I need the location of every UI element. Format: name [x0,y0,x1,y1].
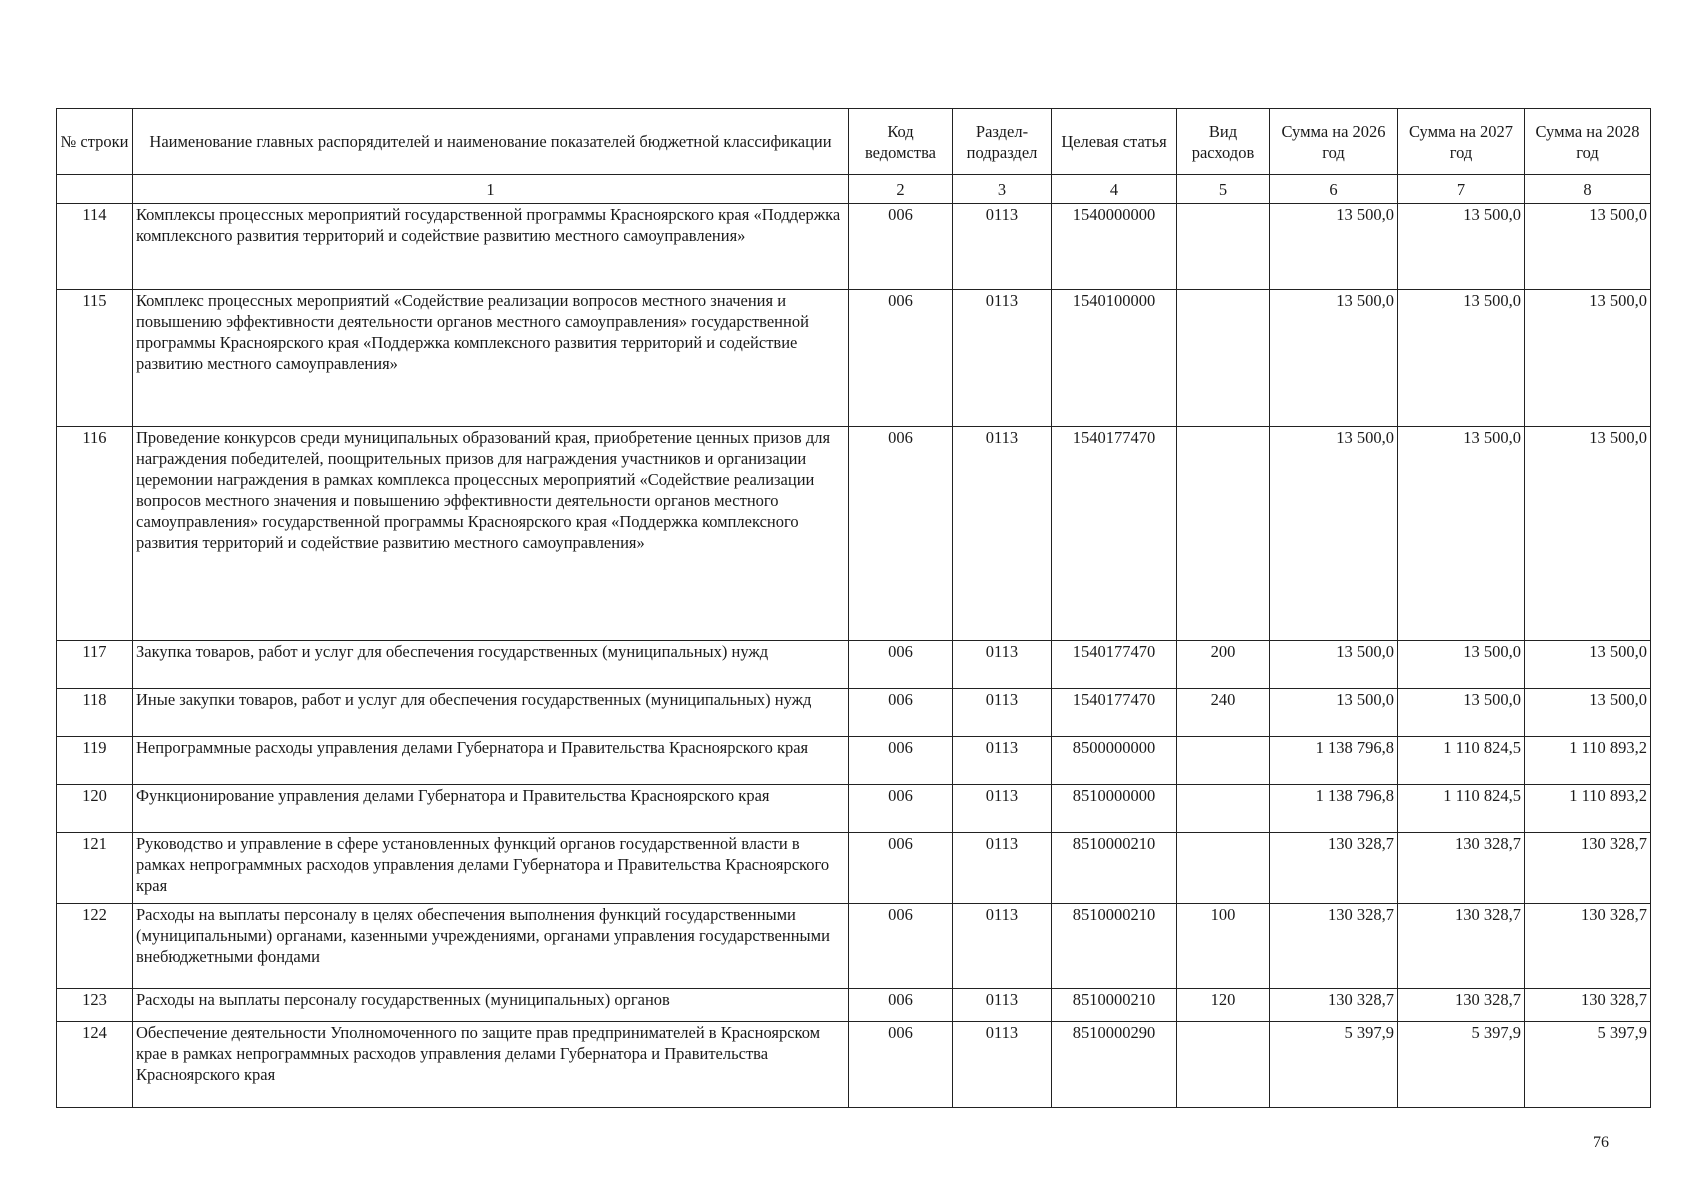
row-expense-kind [1177,427,1270,641]
row-number: 122 [57,904,133,989]
column-number-empty [57,175,133,204]
row-sum-2027: 130 328,7 [1398,904,1525,989]
row-sum-2026: 130 328,7 [1270,904,1398,989]
column-number-row [57,175,1651,204]
row-sum-2026: 13 500,0 [1270,641,1398,689]
header-sum-2026: Сумма на 2026 год [1270,109,1398,175]
row-target-article: 8510000210 [1052,833,1177,904]
table-row [57,1022,1651,1108]
row-section: 0113 [953,689,1052,737]
table-row [57,641,1651,689]
row-sum-2027: 13 500,0 [1398,290,1525,427]
column-number: 7 [1398,175,1525,204]
table-row [57,904,1651,989]
row-section: 0113 [953,641,1052,689]
table-row [57,989,1651,1022]
row-number: 114 [57,204,133,290]
row-dept-code: 006 [849,785,953,833]
row-number: 123 [57,989,133,1022]
row-expense-kind: 100 [1177,904,1270,989]
row-dept-code: 006 [849,904,953,989]
header-expense-kind: Вид расходов [1177,109,1270,175]
row-target-article: 8510000000 [1052,785,1177,833]
row-number: 120 [57,785,133,833]
row-target-article: 1540177470 [1052,689,1177,737]
row-dept-code: 006 [849,641,953,689]
row-section: 0113 [953,427,1052,641]
row-expense-kind [1177,1022,1270,1108]
header-sum-2027: Сумма на 2027 год [1398,109,1525,175]
row-dept-code: 006 [849,204,953,290]
header-name: Наименование главных распорядителей и наименование показателей бюджетной классификации [133,109,849,175]
budget-table [56,108,1651,1108]
column-number: 6 [1270,175,1398,204]
header-row-number: № строки [57,109,133,175]
row-dept-code: 006 [849,833,953,904]
header-section: Раздел-подраздел [953,109,1052,175]
row-sum-2028: 130 328,7 [1525,989,1651,1022]
row-number: 124 [57,1022,133,1108]
row-name: Иные закупки товаров, работ и услуг для обеспечения государственных (муниципальных) нужд [133,689,849,737]
row-section: 0113 [953,290,1052,427]
row-number: 119 [57,737,133,785]
row-section: 0113 [953,1022,1052,1108]
row-sum-2027: 13 500,0 [1398,689,1525,737]
row-sum-2026: 5 397,9 [1270,1022,1398,1108]
row-target-article: 1540177470 [1052,427,1177,641]
row-sum-2027: 5 397,9 [1398,1022,1525,1108]
row-section: 0113 [953,904,1052,989]
row-target-article: 1540000000 [1052,204,1177,290]
column-number: 2 [849,175,953,204]
column-number: 5 [1177,175,1270,204]
table-row [57,204,1651,290]
row-expense-kind [1177,737,1270,785]
row-expense-kind [1177,785,1270,833]
header-dept-code: Код ведомства [849,109,953,175]
row-sum-2028: 13 500,0 [1525,641,1651,689]
row-section: 0113 [953,989,1052,1022]
row-expense-kind [1177,204,1270,290]
row-sum-2028: 13 500,0 [1525,290,1651,427]
row-sum-2026: 13 500,0 [1270,204,1398,290]
row-sum-2027: 130 328,7 [1398,989,1525,1022]
row-number: 116 [57,427,133,641]
row-sum-2026: 130 328,7 [1270,833,1398,904]
column-number: 4 [1052,175,1177,204]
row-sum-2026: 13 500,0 [1270,427,1398,641]
row-name: Закупка товаров, работ и услуг для обеспечения государственных (муниципальных) нужд [133,641,849,689]
row-number: 115 [57,290,133,427]
header-sum-2028: Сумма на 2028 год [1525,109,1651,175]
table-row [57,290,1651,427]
row-sum-2026: 13 500,0 [1270,290,1398,427]
row-sum-2026: 130 328,7 [1270,989,1398,1022]
row-name: Расходы на выплаты персоналу государственных (муниципальных) органов [133,989,849,1022]
row-expense-kind [1177,290,1270,427]
row-target-article: 8510000210 [1052,904,1177,989]
row-dept-code: 006 [849,737,953,785]
row-target-article: 1540100000 [1052,290,1177,427]
row-name: Руководство и управление в сфере установленных функций органов государственной власти в рамках непрограммных расходов управления делами Губернатора и Правительства Красноярского края [133,833,849,904]
row-target-article: 8510000210 [1052,989,1177,1022]
row-section: 0113 [953,204,1052,290]
row-sum-2028: 13 500,0 [1525,689,1651,737]
row-sum-2027: 13 500,0 [1398,204,1525,290]
row-expense-kind: 120 [1177,989,1270,1022]
row-sum-2028: 1 110 893,2 [1525,737,1651,785]
row-name: Функционирование управления делами Губернатора и Правительства Красноярского края [133,785,849,833]
column-number: 8 [1525,175,1651,204]
header-target-article: Целевая статья [1052,109,1177,175]
row-name: Комплекс процессных мероприятий «Содействие реализации вопросов местного значения и повышению эффективности деятельности органов местного самоуправления» государственной программы Красноярского края «Поддержка комплексного развития территорий и содействие развитию местного самоуправления» [133,290,849,427]
row-name: Проведение конкурсов среди муниципальных образований края, приобретение ценных призов для награждения победителей, поощрительных призов для награждения участников и организации церемонии награждения в рамках комплекса процессных мероприятий «Содействие реализации вопросов местного значения и повышению эффективности деятельности органов местного самоуправления» государственной программы Красноярского края «Поддержка комплексного развития территорий и содействие развитию местного самоуправления» [133,427,849,641]
row-sum-2028: 13 500,0 [1525,204,1651,290]
table-row [57,689,1651,737]
row-sum-2026: 1 138 796,8 [1270,785,1398,833]
table-row [57,833,1651,904]
row-expense-kind: 200 [1177,641,1270,689]
row-name: Обеспечение деятельности Уполномоченного по защите прав предпринимателей в Красноярском крае в рамках непрограммных расходов управления делами Губернатора и Правительства Красноярского края [133,1022,849,1108]
row-target-article: 1540177470 [1052,641,1177,689]
row-sum-2028: 1 110 893,2 [1525,785,1651,833]
page-number: 76 [1593,1134,1609,1151]
header-row [57,109,1651,175]
row-sum-2027: 130 328,7 [1398,833,1525,904]
row-dept-code: 006 [849,427,953,641]
row-dept-code: 006 [849,1022,953,1108]
row-sum-2027: 13 500,0 [1398,641,1525,689]
row-name: Комплексы процессных мероприятий государственной программы Красноярского края «Поддержка комплексного развития территорий и содействие развитию местного самоуправления» [133,204,849,290]
row-dept-code: 006 [849,989,953,1022]
row-target-article: 8510000290 [1052,1022,1177,1108]
row-name: Непрограммные расходы управления делами Губернатора и Правительства Красноярского края [133,737,849,785]
row-expense-kind [1177,833,1270,904]
column-number: 3 [953,175,1052,204]
row-sum-2028: 5 397,9 [1525,1022,1651,1108]
column-number: 1 [133,175,849,204]
row-sum-2028: 13 500,0 [1525,427,1651,641]
row-number: 117 [57,641,133,689]
row-sum-2028: 130 328,7 [1525,833,1651,904]
row-dept-code: 006 [849,689,953,737]
row-number: 121 [57,833,133,904]
row-name: Расходы на выплаты персоналу в целях обеспечения выполнения функций государственными (муниципальными) органами, казенными учреждениями, органами управления государственными внебюджетными фондами [133,904,849,989]
row-sum-2028: 130 328,7 [1525,904,1651,989]
table-row [57,785,1651,833]
row-section: 0113 [953,785,1052,833]
table-row [57,737,1651,785]
row-sum-2026: 1 138 796,8 [1270,737,1398,785]
row-sum-2027: 1 110 824,5 [1398,785,1525,833]
row-sum-2027: 1 110 824,5 [1398,737,1525,785]
row-expense-kind: 240 [1177,689,1270,737]
table-row [57,427,1651,641]
row-section: 0113 [953,737,1052,785]
row-section: 0113 [953,833,1052,904]
row-sum-2027: 13 500,0 [1398,427,1525,641]
row-sum-2026: 13 500,0 [1270,689,1398,737]
row-target-article: 8500000000 [1052,737,1177,785]
row-number: 118 [57,689,133,737]
row-dept-code: 006 [849,290,953,427]
